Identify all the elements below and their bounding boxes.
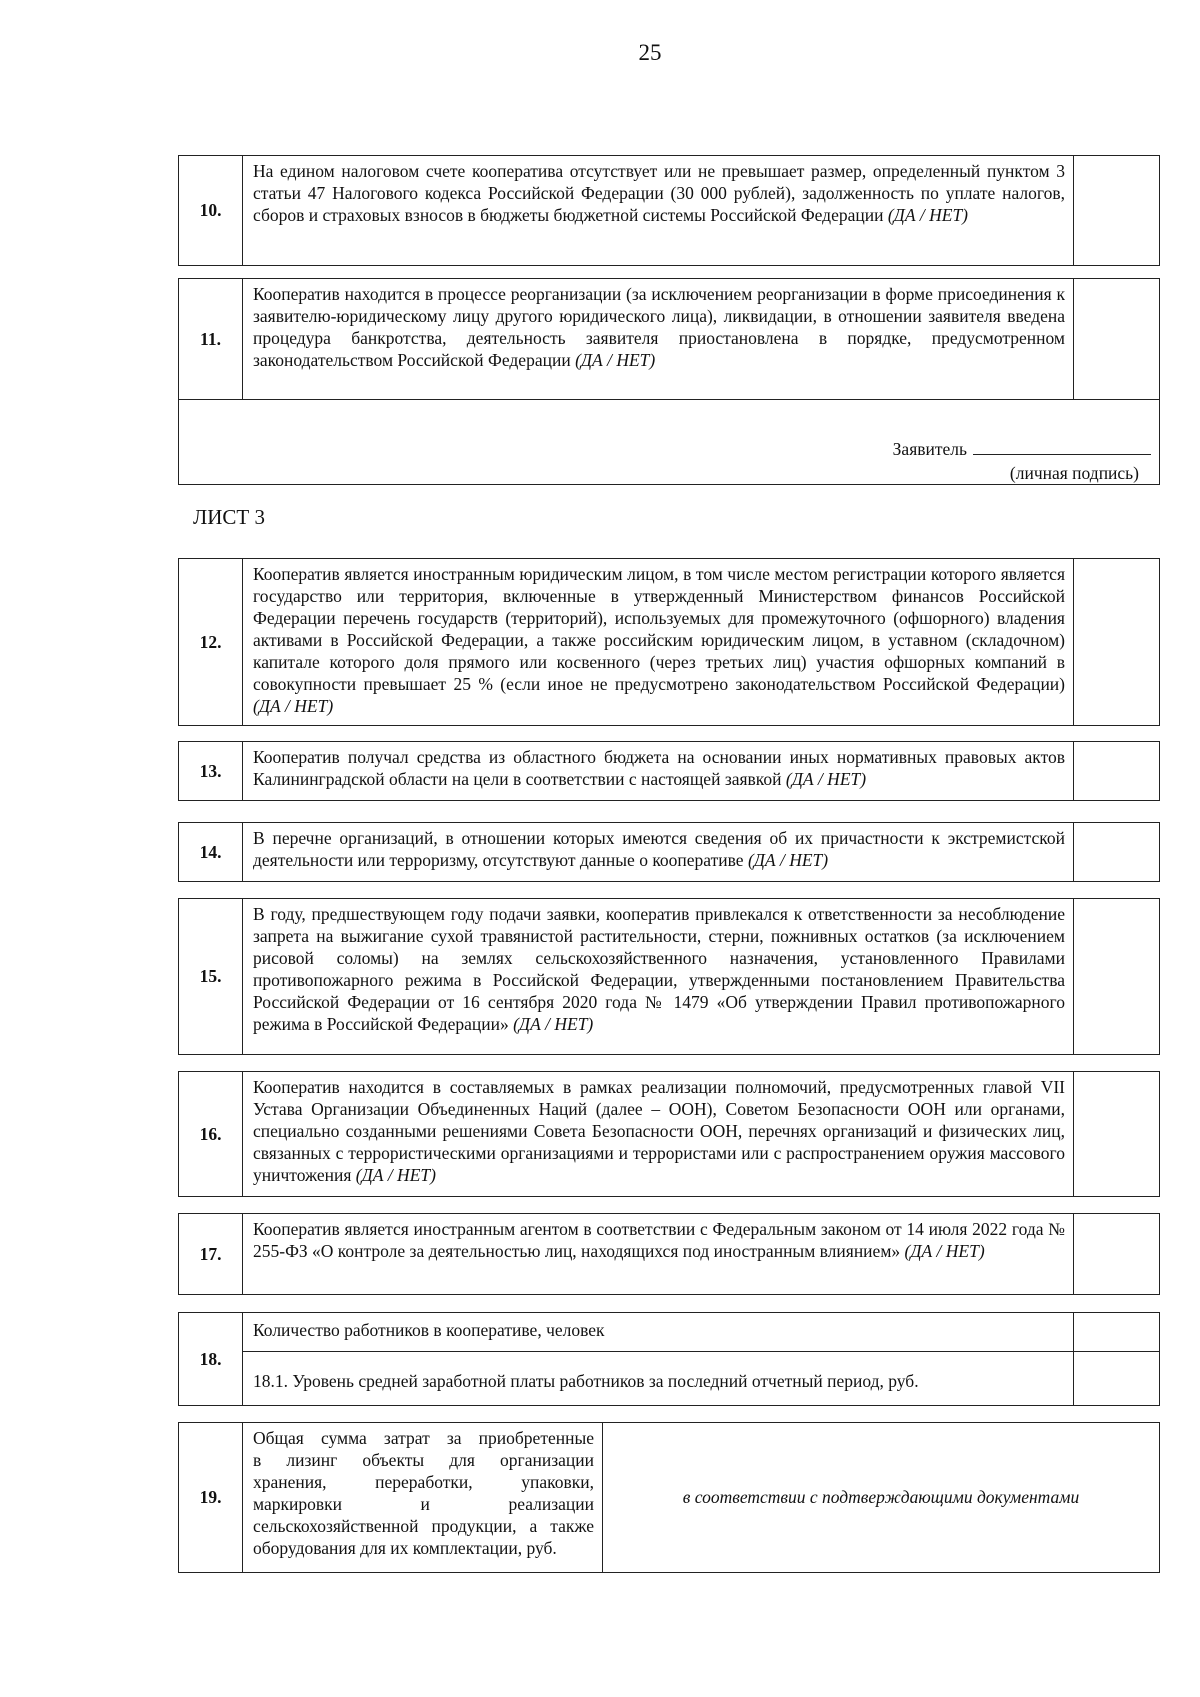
criterion-text: Кооператив находится в процессе реорганизации (за исключением реорганизации в форме присоединения к заявителю-юридическому лицу другого юридического лица), ликвидации, в отношении заявителя введена процедура банкротства, деятельность заявителя приостановлена в порядке, предусмотренном законодательством Российской Федерации (ДА / НЕТ) bbox=[243, 279, 1074, 399]
criterion-14 bbox=[178, 822, 1160, 882]
criterion-number: 16. bbox=[179, 1072, 243, 1196]
criterion-number: 11. bbox=[179, 279, 243, 399]
criterion-number: 18. bbox=[179, 1313, 243, 1405]
answer-cell[interactable] bbox=[1074, 742, 1159, 800]
criterion-19 bbox=[178, 1422, 1160, 1573]
criterion-text: Кооператив является иностранным юридическим лицом, в том числе местом регистрации которого является государство или территория, включенные в утвержденный Министерством финансов Российской Федерации перечень государств (территорий), используемых для промежуточного (офшорного) владения активами в Российской Федерации, а также российским юридическим лицом, в уставном (складочном) капитале которого доля прямого или косвенного (через третьих лиц) участия офшорных компаний в совокупности превышает 25 % (если иное не предусмотрено законодательством Российской Федерации) (ДА / НЕТ) bbox=[243, 559, 1074, 725]
signature-field[interactable] bbox=[973, 436, 1151, 455]
criterion-text: На едином налоговом счете кооператива отсутствует или не превышает размер, определенный пунктом 3 статьи 47 Налогового кодекса Российской Федерации (30 000 рублей), задолженность по уплате налогов, сборов и страховых взносов в бюджеты бюджетной системы Российской Федерации (ДА / НЕТ) bbox=[243, 156, 1074, 265]
answer-cell[interactable] bbox=[1074, 156, 1159, 265]
yes-no-hint: (ДА / НЕТ) bbox=[785, 769, 867, 789]
criterion-text: Кооператив является иностранным агентом в соответствии с Федеральным законом от 14 июля 2022 года № 255-ФЗ «О контроле за деятельностью лиц, находящихся под иностранным влиянием» (ДА / НЕТ) bbox=[243, 1214, 1074, 1294]
criterion-17 bbox=[178, 1213, 1160, 1295]
yes-no-hint: (ДА / НЕТ) bbox=[747, 850, 829, 870]
answer-cell[interactable] bbox=[1074, 899, 1159, 1054]
criterion-16 bbox=[178, 1071, 1160, 1197]
sheet-title: ЛИСТ 3 bbox=[193, 505, 265, 529]
criterion-15 bbox=[178, 898, 1160, 1055]
yes-no-hint: (ДА / НЕТ) bbox=[513, 1014, 594, 1034]
criterion-number: 17. bbox=[179, 1214, 243, 1294]
criterion-13 bbox=[178, 741, 1160, 801]
answer-cell[interactable] bbox=[1074, 1072, 1159, 1196]
criterion-11 bbox=[178, 278, 1160, 400]
signature-line bbox=[893, 436, 1151, 460]
employee-count-field[interactable] bbox=[1074, 1313, 1159, 1351]
criterion-number: 15. bbox=[179, 899, 243, 1054]
answer-cell[interactable] bbox=[1074, 823, 1159, 881]
criterion-text: Кооператив находится в составляемых в рамках реализации полномочий, предусмотренных главой VII Устава Организации Объединенных Наций (далее – ООН), Советом Безопасности ООН или органами, специально созданными решениями Совета Безопасности ООН, перечнях организаций и физических лиц, связанных с террористическими организациями и террористами или с распространением оружия массового уничтожения (ДА / НЕТ) bbox=[243, 1072, 1074, 1196]
criterion-text: В году, предшествующем году подачи заявки, кооператив привлекался к ответственности за несоблюдение запрета на выжигание сухой травянистой растительности, стерни, пожнивных остатков (за исключением рисовой соломы) на землях сельскохозяйственного назначения, установленного Правилами противопожарного режима в Российской Федерации, утвержденными постановлением Правительства Российской Федерации от 16 сентября 2020 года № 1479 «Об утверждении Правил противопожарного режима в Российской Федерации» (ДА / НЕТ) bbox=[243, 899, 1074, 1054]
yes-no-hint: (ДА / НЕТ) bbox=[575, 350, 656, 370]
criterion-rows bbox=[243, 1313, 1074, 1405]
costs-value-cell[interactable]: в соответствии с подтверждающими документами bbox=[682, 1487, 1080, 1507]
criterion-text: Кооператив получал средства из областного бюджета на основании иных нормативных правовых актов Калининградской области на цели в соответствии с настоящей заявкой (ДА / НЕТ) bbox=[243, 742, 1074, 800]
average-salary-field[interactable] bbox=[1074, 1351, 1159, 1405]
criterion-10 bbox=[178, 155, 1160, 266]
yes-no-hint: (ДА / НЕТ) bbox=[887, 205, 969, 225]
criterion-number: 13. bbox=[179, 742, 243, 800]
employee-count-label: Количество работников в кооперативе, человек bbox=[253, 1320, 605, 1340]
criterion-number: 19. bbox=[179, 1423, 243, 1572]
criterion-number: 10. bbox=[179, 156, 243, 265]
criterion-12 bbox=[178, 558, 1160, 726]
average-salary-label: 18.1. Уровень средней заработной платы работников за последний отчетный период, руб. bbox=[243, 1351, 1073, 1405]
yes-no-hint: (ДА / НЕТ) bbox=[253, 696, 334, 716]
signature-caption: (личная подпись) bbox=[1009, 463, 1139, 483]
answer-column bbox=[1074, 1313, 1159, 1405]
answer-cell[interactable] bbox=[1074, 559, 1159, 725]
signature-label: Заявитель bbox=[892, 439, 967, 459]
answer-cell[interactable] bbox=[1074, 279, 1159, 399]
yes-no-hint: (ДА / НЕТ) bbox=[355, 1165, 436, 1185]
criterion-text: Общая сумма затрат за приобретенные в лизинг объекты для организации хранения, переработки, упаковки, маркировки и реализации сельскохозяйственной продукции, а также оборудования для их комплектации, руб. bbox=[243, 1423, 603, 1572]
yes-no-hint: (ДА / НЕТ) bbox=[904, 1241, 985, 1261]
criterion-text: В перечне организаций, в отношении которых имеются сведения об их причастности к экстремистской деятельности или терроризму, отсутствуют данные о кооперативе (ДА / НЕТ) bbox=[243, 823, 1074, 881]
signature-area bbox=[178, 400, 1160, 485]
criterion-number: 14. bbox=[179, 823, 243, 881]
answer-cell[interactable] bbox=[1074, 1214, 1159, 1294]
criterion-18 bbox=[178, 1312, 1160, 1406]
criterion-number: 12. bbox=[179, 559, 243, 725]
page-number: 25 bbox=[638, 40, 662, 65]
